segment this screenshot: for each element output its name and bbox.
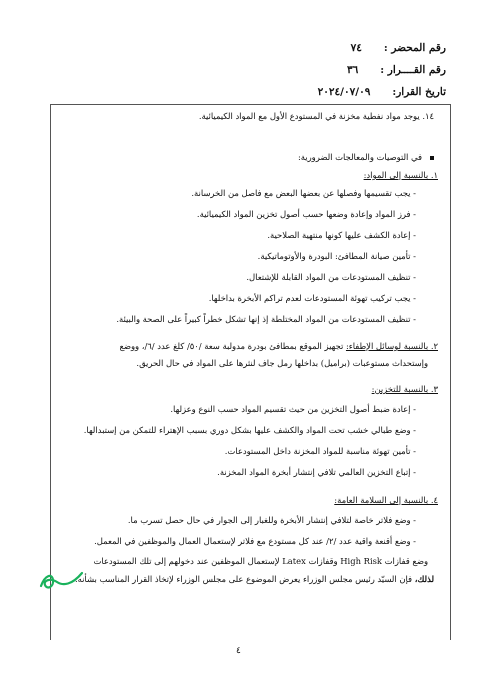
materials-item: - تنظيف المستودعات من المواد القابلة للإشتعال. (246, 272, 416, 282)
conclusion-text: فإن السيّد رئيس مجلس الوزراء يعرض الموضوع على مجلس الوزراء لإتخاذ القرار المناسب بشأنه. (74, 574, 413, 584)
storage-item: - إتباع التخزين العالمي تلافي إنتشار أبخرة المواد المخزنة. (217, 467, 416, 477)
materials-item: - تأمين صيانة المطافئ: البودرة والأوتوماتيكية. (257, 251, 416, 261)
decision-date (318, 86, 446, 98)
page-number: ٤ (236, 646, 241, 656)
section-fire-heading: ٢. بالنسبة لوسائل الإطفاء: (345, 341, 438, 351)
materials-item: - يجب تركيب تهوئة المستودعات لعدم تراكم الأبخرة بداخلها. (208, 293, 416, 303)
record-number (351, 42, 446, 54)
storage-item: - إعادة ضبط أصول التخزين من حيث تقسيم المواد حسب النوع وعزلها. (170, 404, 416, 414)
conclusion-line (75, 574, 434, 584)
recommendations-heading (298, 152, 434, 162)
decision-number (347, 64, 446, 76)
section-safety-heading: ٤. بالنسبة إلى السلامة العامة: (334, 495, 438, 505)
section-materials-heading: ١. بالنسبة إلى المواد: (363, 170, 438, 180)
safety-gloves-line: وضع قفازات High Risk وقفازات Latex لإستعمال الموظفين عند دخولهم إلى تلك المستودعات (93, 556, 428, 566)
recommendations-heading-text: في التوصيات والمعالجات الضرورية: (297, 152, 422, 162)
decision-date-label: تاريخ القرار: (392, 86, 446, 98)
materials-item: - فرز المواد وإعادة وضعها حسب أصول تخزين المواد الكيميائية. (196, 209, 416, 219)
item-14: ١٤. يوجد مواد نفطية مخزنة في المستودع الأول مع المواد الكيميائية. (198, 111, 434, 121)
square-bullet-icon (430, 156, 434, 160)
materials-item: - إعادة الكشف عليها كونها منتهية الصلاحية. (267, 230, 416, 240)
decision-number-value: ٣٦ (346, 64, 359, 76)
record-number-value: ٧٤ (350, 42, 362, 54)
section-fire-extinguishing (119, 341, 438, 351)
safety-item: - وضع فلاتر خاصة لتلافي إنتشار الأبخرة وللغبار إلى الجوار في حال حصل تسرب ما. (127, 515, 416, 525)
section-storage-heading: ٣. بالنسبة للتخزين: (371, 384, 438, 394)
record-number-label: رقم المحضر : (383, 42, 446, 54)
safety-item: - وضع أقنعة واقية عدد /٢/ عند كل مستودع مع فلاتر لإستعمال العمال والموظفين في المعمل. (94, 536, 416, 546)
conclusion-lead: لذلك، (414, 574, 434, 584)
materials-item: - تنظيف المستودعات من المواد المختلطة إذ إنها تشكل خطراً كبيراً على الصحة والبيئة. (116, 314, 416, 324)
decision-date-value: ٢٠٢٤/٠٧/٠٩ (317, 86, 371, 98)
decision-number-label: رقم القــــرار : (380, 64, 446, 76)
fire-line-2: وإستحداث مستوعبات (براميل) بداخلها رمل جاف لنثرها على المواد في حال الحريق. (136, 358, 428, 368)
storage-item: - تأمين تهوئة مناسبة للمواد المخزنة داخل المستودعات. (224, 446, 416, 456)
signature-mark (38, 568, 90, 594)
high-risk-term: High Risk (340, 556, 382, 566)
materials-item: - يجب تقسيمها وفصلها عن بعضها البعض مع فاصل من الخرسانة. (191, 188, 416, 198)
latex-term: Latex (282, 556, 306, 566)
fire-line-1: تجهيز الموقع بمطافئ بودرة مدولبة سعة /٥٠/ كلغ عدد /٦/، ووضع (119, 341, 344, 351)
storage-item: - وضع طبالي خشب تحت المواد والكشف عليها بشكل دوري بسبب الإهتراء للتمكن من إستبدالها. (83, 425, 416, 435)
